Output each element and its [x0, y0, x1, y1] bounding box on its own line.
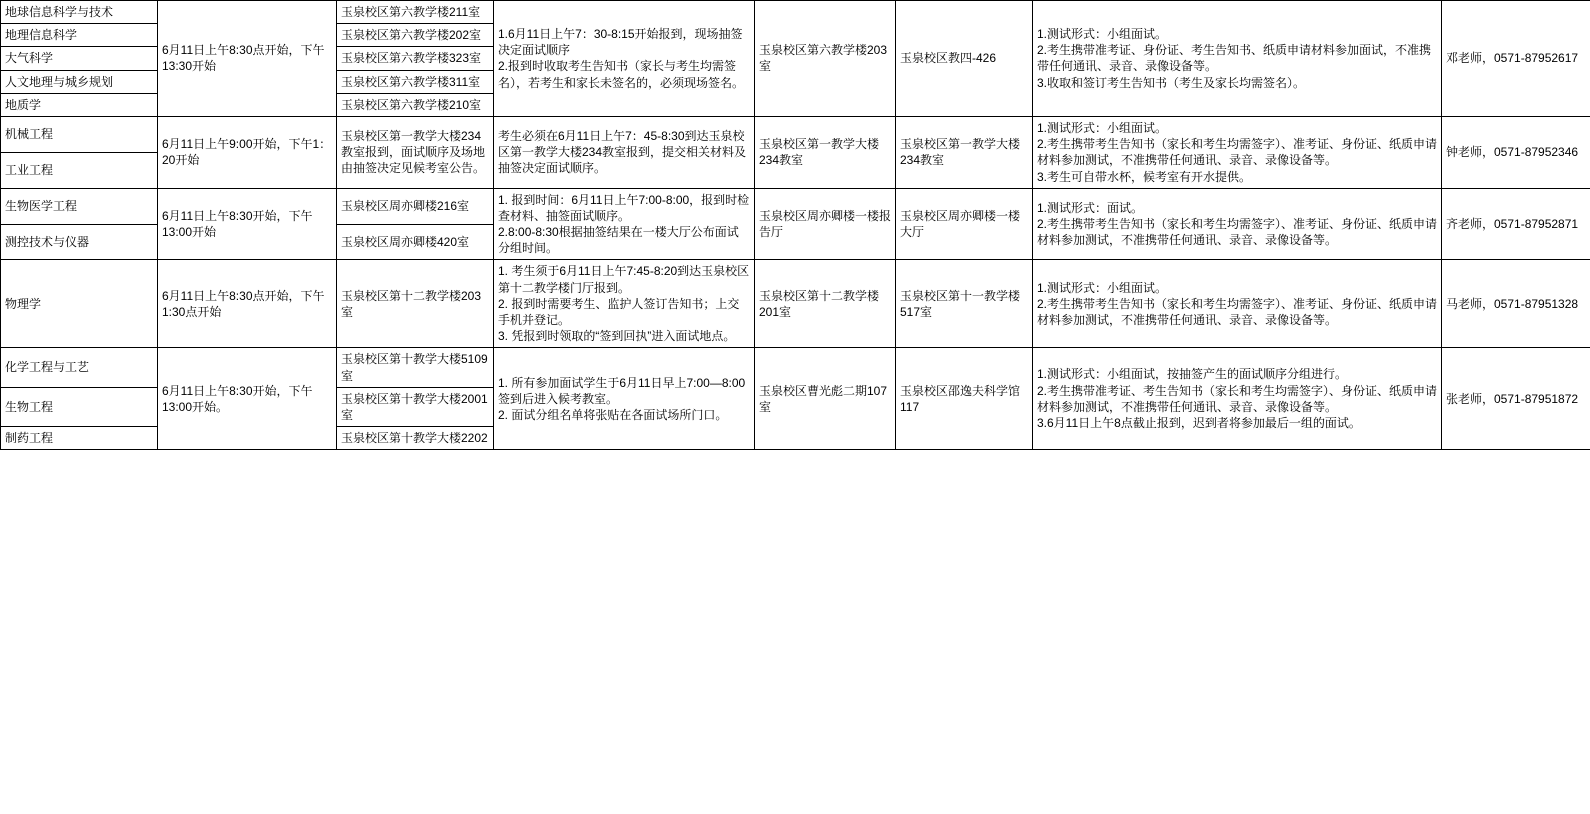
- major-cell: 生物医学工程: [1, 188, 158, 224]
- major-cell: 工业工程: [1, 152, 158, 188]
- table-row: [1, 116, 1590, 152]
- interview-time-cell: 6月11日上午8:30开始，下午13:00开始。: [158, 348, 337, 450]
- major-cell: 地理信息科学: [1, 24, 158, 47]
- interview-room-cell: 玉泉校区周亦卿楼216室: [337, 188, 494, 224]
- contact-cell: 齐老师，0571-87952871: [1442, 188, 1590, 260]
- check-in-notes-cell: 1. 报到时间：6月11日上午7:00-8:00，报到时检查材料、抽签面试顺序。 2.8:00-8:30根据抽签结果在一楼大厅公布面试分组时间。: [494, 188, 755, 260]
- interview-time-cell: 6月11日上午9:00开始，下午1：20开始: [158, 116, 337, 188]
- interview-room-cell: 玉泉校区第六教学楼210室: [337, 93, 494, 116]
- requirements-cell: 1.测试形式：小组面试，按抽签产生的面试顺序分组进行。 2.考生携带准考证、考生告知书（家长和考生均需签字）、身份证、纸质申请材料参加测试，不准携带任何通讯、录音、录像设备等。 3.6月11日上午8点截止报到，迟到者将参加最后一组的面试。: [1033, 348, 1442, 450]
- major-cell: 机械工程: [1, 116, 158, 152]
- major-cell: 制药工程: [1, 427, 158, 450]
- report-place-cell: 玉泉校区第十二教学楼201室: [755, 260, 896, 348]
- interview-room-cell: 玉泉校区第六教学楼211室: [337, 1, 494, 24]
- interview-room-cell: 玉泉校区第六教学楼202室: [337, 24, 494, 47]
- major-cell: 测控技术与仪器: [1, 224, 158, 260]
- major-cell: 化学工程与工艺: [1, 348, 158, 387]
- table-row: [1, 188, 1590, 224]
- report-place-cell: 玉泉校区第一教学大楼234教室: [755, 116, 896, 188]
- check-in-notes-cell: 1.6月11日上午7：30-8:15开始报到，现场抽签决定面试顺序 2.报到时收取考生告知书（家长与考生均需签名），若考生和家长未签名的，必须现场签名。: [494, 1, 755, 117]
- contact-cell: 邓老师，0571-87952617: [1442, 1, 1590, 117]
- report-place-cell: 玉泉校区第六教学楼203室: [755, 1, 896, 117]
- table-row: [1, 260, 1590, 348]
- waiting-room-cell: 玉泉校区第十一教学楼517室: [896, 260, 1033, 348]
- table-row: [1, 348, 1590, 387]
- contact-cell: 钟老师，0571-87952346: [1442, 116, 1590, 188]
- waiting-room-cell: 玉泉校区周亦卿楼一楼大厅: [896, 188, 1033, 260]
- table-row: [1, 1, 1590, 24]
- major-cell: 地质学: [1, 93, 158, 116]
- report-place-cell: 玉泉校区曹光彪二期107室: [755, 348, 896, 450]
- requirements-cell: 1.测试形式：面试。 2.考生携带考生告知书（家长和考生均需签字）、准考证、身份证、纸质申请材料参加测试，不准携带任何通讯、录音、录像设备等。: [1033, 188, 1442, 260]
- contact-cell: 马老师，0571-87951328: [1442, 260, 1590, 348]
- interview-room-cell: 玉泉校区第六教学楼323室: [337, 47, 494, 70]
- interview-room-cell: 玉泉校区第十教学大楼5109室: [337, 348, 494, 387]
- contact-cell: 张老师，0571-87951872: [1442, 348, 1590, 450]
- check-in-notes-cell: 1. 考生须于6月11日上午7:45-8:20到达玉泉校区第十二教学楼门厅报到。 2. 报到时需要考生、监护人签订告知书；上交手机并登记。 3. 凭报到时领取的“签到回执”进入面试地点。: [494, 260, 755, 348]
- interview-room-cell: 玉泉校区第六教学楼311室: [337, 70, 494, 93]
- major-cell: 地球信息科学与技术: [1, 1, 158, 24]
- interview-time-cell: 6月11日上午8:30点开始，下午1:30点开始: [158, 260, 337, 348]
- waiting-room-cell: 玉泉校区教四-426: [896, 1, 1033, 117]
- interview-time-cell: 6月11日上午8:30点开始，下午13:30开始: [158, 1, 337, 117]
- waiting-room-cell: 玉泉校区第一教学大楼234教室: [896, 116, 1033, 188]
- interview-room-cell: 玉泉校区第十教学大楼2001室: [337, 387, 494, 426]
- report-place-cell: 玉泉校区周亦卿楼一楼报告厅: [755, 188, 896, 260]
- requirements-cell: 1.测试形式：小组面试。 2.考生携带准考证、身份证、考生告知书、纸质申请材料参加面试，不准携带任何通讯、录音、录像设备等。 3.收取和签订考生告知书（考生及家长均需签名）。: [1033, 1, 1442, 117]
- major-cell: 大气科学: [1, 47, 158, 70]
- interview-room-cell: 玉泉校区第十二教学楼203室: [337, 260, 494, 348]
- major-cell: 人文地理与城乡规划: [1, 70, 158, 93]
- requirements-cell: 1.测试形式：小组面试。 2.考生携带考生告知书（家长和考生均需签字）、准考证、身份证、纸质申请材料参加测试，不准携带任何通讯、录音、录像设备等。 3.考生可自带水杯，候考室有开水提供。: [1033, 116, 1442, 188]
- interview-room-cell: 玉泉校区第十教学大楼2202: [337, 427, 494, 450]
- check-in-notes-cell: 1. 所有参加面试学生于6月11日早上7:00—8:00签到后进入候考教室。 2. 面试分组名单将张贴在各面试场所门口。: [494, 348, 755, 450]
- interview-room-cell: 玉泉校区周亦卿楼420室: [337, 224, 494, 260]
- interview-room-cell: 玉泉校区第一教学大楼234教室报到，面试顺序及场地由抽签决定见候考室公告。: [337, 116, 494, 188]
- interview-time-cell: 6月11日上午8:30开始，下午13:00开始: [158, 188, 337, 260]
- major-cell: 物理学: [1, 260, 158, 348]
- requirements-cell: 1.测试形式：小组面试。 2.考生携带考生告知书（家长和考生均需签字）、准考证、身份证、纸质申请材料参加测试，不准携带任何通讯、录音、录像设备等。: [1033, 260, 1442, 348]
- check-in-notes-cell: 考生必须在6月11日上午7：45-8:30到达玉泉校区第一教学大楼234教室报到，提交相关材料及抽签决定面试顺序。: [494, 116, 755, 188]
- waiting-room-cell: 玉泉校区邵逸夫科学馆117: [896, 348, 1033, 450]
- major-cell: 生物工程: [1, 387, 158, 426]
